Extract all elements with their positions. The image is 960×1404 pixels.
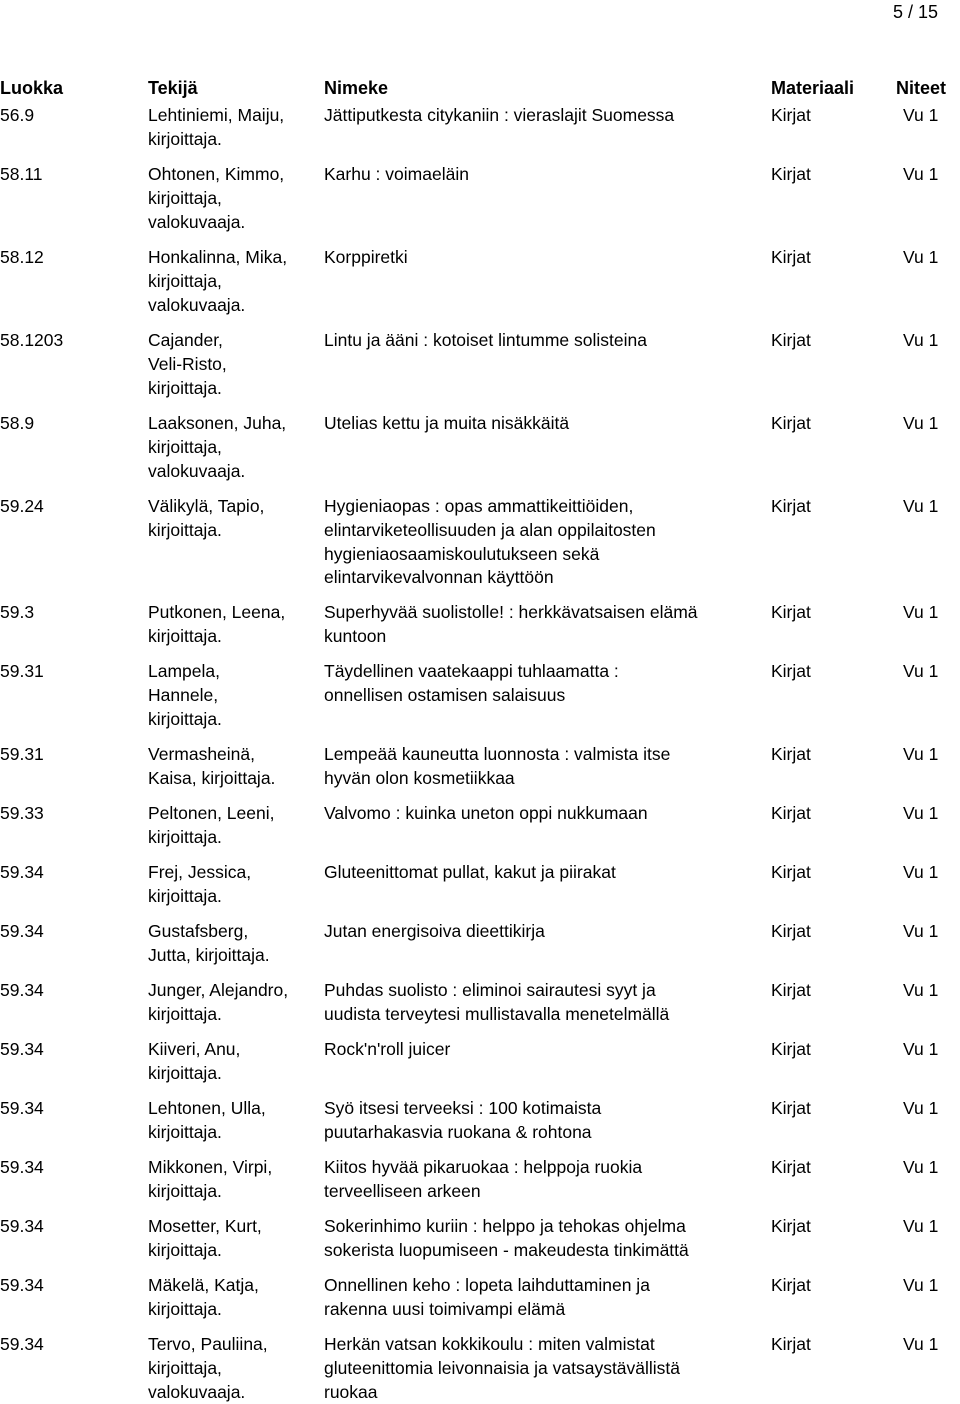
nimeke-line: Karhu : voimaeläin	[324, 164, 469, 184]
cell-nimeke	[324, 163, 769, 187]
header-niteet: Niteet	[896, 78, 947, 98]
cell-niteet: Vu 1	[903, 980, 939, 1000]
tekija-line: Kiiveri, Anu,	[148, 1039, 241, 1059]
cell-materiaali: Kirjat	[771, 980, 811, 1000]
cell-nimeke	[324, 412, 769, 436]
header-materiaali: Materiaali	[771, 78, 855, 98]
cell-niteet: Vu 1	[903, 862, 939, 882]
cell-luokka: 59.3	[0, 602, 35, 622]
tekija-line: Junger, Alejandro,	[148, 980, 289, 1000]
nimeke-line: Lempeää kauneutta luonnosta : valmista itse	[324, 744, 671, 764]
cell-materiaali: Kirjat	[771, 803, 811, 823]
tekija-line: kirjoittaja.	[148, 377, 222, 398]
cell-materiaali: Kirjat	[771, 921, 811, 941]
cell-niteet: Vu 1	[903, 330, 939, 350]
cell-niteet: Vu 1	[903, 803, 939, 823]
cell-niteet: Vu 1	[903, 164, 939, 184]
cell-luokka: 58.12	[0, 247, 44, 267]
cell-niteet: Vu 1	[903, 1334, 939, 1354]
tekija-line: Lampela,	[148, 661, 220, 681]
cell-luokka: 56.9	[0, 105, 35, 125]
cell-tekija	[148, 246, 320, 317]
tekija-line: Kaisa, kirjoittaja.	[148, 767, 276, 788]
cell-luokka: 59.34	[0, 1275, 44, 1295]
nimeke-line: Puhdas suolisto : eliminoi sairautesi syyt ja	[324, 980, 656, 1000]
cell-luokka: 59.34	[0, 980, 44, 1000]
tekija-line: kirjoittaja.	[148, 1003, 222, 1024]
nimeke-line: Sokerinhimo kuriin : helppo ja tehokas ohjelma	[324, 1216, 686, 1236]
cell-tekija	[148, 979, 320, 1027]
cell-luokka: 59.33	[0, 803, 44, 823]
cell-luokka: 59.24	[0, 496, 44, 516]
nimeke-line: Jättiputkesta citykaniin : vieraslajit Suomessa	[324, 105, 675, 125]
cell-materiaali: Kirjat	[771, 413, 811, 433]
nimeke-line: Jutan energisoiva dieettikirja	[324, 921, 545, 941]
tekija-line: Peltonen, Leeni,	[148, 803, 275, 823]
cell-nimeke	[324, 979, 769, 1027]
tekija-line: Tervo, Pauliina,	[148, 1334, 268, 1354]
cell-nimeke	[324, 802, 769, 826]
nimeke-line: hygieniaosaamiskoulutukseen sekä	[324, 543, 600, 564]
cell-nimeke	[324, 1215, 769, 1263]
cell-nimeke	[324, 1333, 769, 1404]
cell-tekija	[148, 1156, 320, 1204]
tekija-line: Frej, Jessica,	[148, 862, 252, 882]
tekija-line: kirjoittaja.	[148, 625, 222, 646]
cell-niteet: Vu 1	[903, 602, 939, 622]
nimeke-line: Hygieniaopas : opas ammattikeittiöiden,	[324, 496, 634, 516]
tekija-line: kirjoittaja.	[148, 128, 222, 149]
cell-luokka: 59.34	[0, 921, 44, 941]
tekija-line: kirjoittaja,	[148, 187, 222, 208]
nimeke-line: Valvomo : kuinka uneton oppi nukkumaan	[324, 803, 648, 823]
cell-nimeke	[324, 601, 769, 649]
cell-materiaali: Kirjat	[771, 1098, 811, 1118]
cell-luokka: 58.1203	[0, 330, 64, 350]
tekija-line: valokuvaaja.	[148, 211, 246, 232]
nimeke-line: Täydellinen vaatekaappi tuhlaamatta :	[324, 661, 619, 681]
cell-luokka: 59.31	[0, 661, 44, 681]
cell-materiaali: Kirjat	[771, 105, 811, 125]
tekija-line: Veli-Risto,	[148, 353, 227, 374]
cell-materiaali: Kirjat	[771, 1039, 811, 1059]
tekija-line: Välikylä, Tapio,	[148, 496, 265, 516]
cell-materiaali: Kirjat	[771, 164, 811, 184]
nimeke-line: rakenna uusi toimivampi elämä	[324, 1298, 566, 1319]
cell-tekija	[148, 495, 320, 543]
cell-nimeke	[324, 1038, 769, 1062]
tekija-line: kirjoittaja.	[148, 1239, 222, 1260]
tekija-line: Jutta, kirjoittaja.	[148, 944, 270, 965]
cell-tekija	[148, 412, 320, 483]
cell-niteet: Vu 1	[903, 496, 939, 516]
tekija-line: Gustafsberg,	[148, 921, 249, 941]
cell-tekija	[148, 1038, 320, 1086]
cell-materiaali: Kirjat	[771, 661, 811, 681]
cell-nimeke	[324, 861, 769, 885]
cell-tekija	[148, 1274, 320, 1322]
cell-niteet: Vu 1	[903, 744, 939, 764]
cell-nimeke	[324, 743, 769, 791]
nimeke-line: puutarhakasvia ruokana & rohtona	[324, 1121, 592, 1142]
tekija-line: kirjoittaja.	[148, 1298, 222, 1319]
cell-niteet: Vu 1	[903, 1157, 939, 1177]
cell-tekija	[148, 1097, 320, 1145]
cell-tekija	[148, 1333, 320, 1404]
tekija-line: kirjoittaja,	[148, 1357, 222, 1378]
cell-tekija	[148, 329, 320, 400]
nimeke-line: elintarvikevalvonnan käyttöön	[324, 567, 554, 588]
cell-niteet: Vu 1	[903, 1216, 939, 1236]
cell-tekija	[148, 660, 320, 731]
cell-materiaali: Kirjat	[771, 330, 811, 350]
header-luokka: Luokka	[0, 78, 64, 98]
cell-niteet: Vu 1	[903, 1039, 939, 1059]
cell-niteet: Vu 1	[903, 1098, 939, 1118]
tekija-line: kirjoittaja.	[148, 826, 222, 847]
cell-nimeke	[324, 1274, 769, 1322]
tekija-line: kirjoittaja,	[148, 270, 222, 291]
cell-materiaali: Kirjat	[771, 1275, 811, 1295]
nimeke-line: hyvän olon kosmetiikkaa	[324, 767, 515, 788]
tekija-line: Lehtonen, Ulla,	[148, 1098, 266, 1118]
nimeke-line: uudista terveytesi mullistavalla menetelmällä	[324, 1003, 670, 1024]
header-nimeke: Nimeke	[324, 78, 389, 98]
cell-luokka: 59.34	[0, 862, 44, 882]
cell-luokka: 58.11	[0, 164, 43, 184]
tekija-line: Mäkelä, Katja,	[148, 1275, 259, 1295]
tekija-line: kirjoittaja.	[148, 1180, 222, 1201]
tekija-line: kirjoittaja.	[148, 708, 222, 729]
tekija-line: Lehtiniemi, Maiju,	[148, 105, 285, 125]
cell-tekija	[148, 163, 320, 234]
cell-niteet: Vu 1	[903, 1275, 939, 1295]
tekija-line: kirjoittaja.	[148, 519, 222, 540]
tekija-line: kirjoittaja.	[148, 1121, 222, 1142]
tekija-line: Putkonen, Leena,	[148, 602, 286, 622]
nimeke-line: gluteenittomia leivonnaisia ja vatsaystävällistä	[324, 1357, 681, 1378]
header-tekija: Tekijä	[148, 78, 198, 98]
nimeke-line: Superhyvää suolistolle! : herkkävatsaisen elämä	[324, 602, 698, 622]
tekija-line: Ohtonen, Kimmo,	[148, 164, 285, 184]
cell-luokka: 59.31	[0, 744, 44, 764]
nimeke-line: elintarviketeollisuuden ja alan oppilaitosten	[324, 519, 656, 540]
nimeke-line: terveelliseen arkeen	[324, 1180, 481, 1201]
cell-materiaali: Kirjat	[771, 1216, 811, 1236]
cell-niteet: Vu 1	[903, 247, 939, 267]
tekija-line: kirjoittaja,	[148, 436, 222, 457]
nimeke-line: Syö itsesi terveeksi : 100 kotimaista	[324, 1098, 602, 1118]
cell-nimeke	[324, 660, 769, 708]
cell-nimeke	[324, 246, 769, 270]
tekija-line: kirjoittaja.	[148, 1062, 222, 1083]
cell-materiaali: Kirjat	[771, 744, 811, 764]
cell-nimeke	[324, 920, 769, 944]
cell-tekija	[148, 1215, 320, 1263]
cell-nimeke	[324, 1097, 769, 1145]
nimeke-line: onnellisen ostamisen salaisuus	[324, 684, 566, 705]
tekija-line: Honkalinna, Mika,	[148, 247, 288, 267]
cell-nimeke	[324, 1156, 769, 1204]
tekija-line: Vermasheinä,	[148, 744, 256, 764]
tekija-line: Mosetter, Kurt,	[148, 1216, 262, 1236]
nimeke-line: Onnellinen keho : lopeta laihduttaminen ja	[324, 1275, 650, 1295]
tekija-line: Laaksonen, Juha,	[148, 413, 287, 433]
cell-luokka: 58.9	[0, 413, 35, 433]
cell-materiaali: Kirjat	[771, 247, 811, 267]
tekija-line: Mikkonen, Virpi,	[148, 1157, 273, 1177]
tekija-line: valokuvaaja.	[148, 1381, 246, 1402]
cell-tekija	[148, 920, 320, 968]
cell-niteet: Vu 1	[903, 413, 939, 433]
cell-luokka: 59.34	[0, 1216, 44, 1236]
table-header	[0, 76, 960, 100]
cell-materiaali: Kirjat	[771, 862, 811, 882]
cell-luokka: 59.34	[0, 1157, 44, 1177]
cell-tekija	[148, 743, 320, 791]
cell-nimeke	[324, 495, 769, 590]
page-number: 5 / 15	[892, 2, 938, 22]
nimeke-line: Utelias kettu ja muita nisäkkäitä	[324, 413, 570, 433]
cell-materiaali: Kirjat	[771, 602, 811, 622]
tekija-line: Hannele,	[148, 684, 219, 705]
cell-luokka: 59.34	[0, 1334, 44, 1354]
cell-tekija	[148, 104, 320, 152]
cell-tekija	[148, 861, 320, 909]
nimeke-line: Herkän vatsan kokkikoulu : miten valmistat	[324, 1334, 655, 1354]
cell-nimeke	[324, 329, 769, 353]
cell-materiaali: Kirjat	[771, 1334, 811, 1354]
cell-niteet: Vu 1	[903, 105, 939, 125]
nimeke-line: kuntoon	[324, 625, 387, 646]
tekija-line: kirjoittaja.	[148, 885, 222, 906]
nimeke-line: Korppiretki	[324, 247, 408, 267]
cell-niteet: Vu 1	[903, 921, 939, 941]
nimeke-line: ruokaa	[324, 1381, 378, 1402]
cell-nimeke	[324, 104, 769, 128]
cell-luokka: 59.34	[0, 1098, 44, 1118]
nimeke-line: Lintu ja ääni : kotoiset lintumme solisteina	[324, 330, 647, 350]
nimeke-line: Rock'n'roll juicer	[324, 1039, 451, 1059]
tekija-line: valokuvaaja.	[148, 294, 246, 315]
cell-materiaali: Kirjat	[771, 496, 811, 516]
cell-materiaali: Kirjat	[771, 1157, 811, 1177]
cell-luokka: 59.34	[0, 1039, 44, 1059]
cell-niteet: Vu 1	[903, 661, 939, 681]
nimeke-line: sokerista luopumiseen - makeudesta tinkimättä	[324, 1239, 689, 1260]
nimeke-line: Kiitos hyvää pikaruokaa : helppoja ruokia	[324, 1157, 643, 1177]
cell-tekija	[148, 802, 320, 850]
tekija-line: Cajander,	[148, 330, 223, 350]
cell-tekija	[148, 601, 320, 649]
nimeke-line: Gluteenittomat pullat, kakut ja piirakat	[324, 862, 616, 882]
tekija-line: valokuvaaja.	[148, 460, 246, 481]
